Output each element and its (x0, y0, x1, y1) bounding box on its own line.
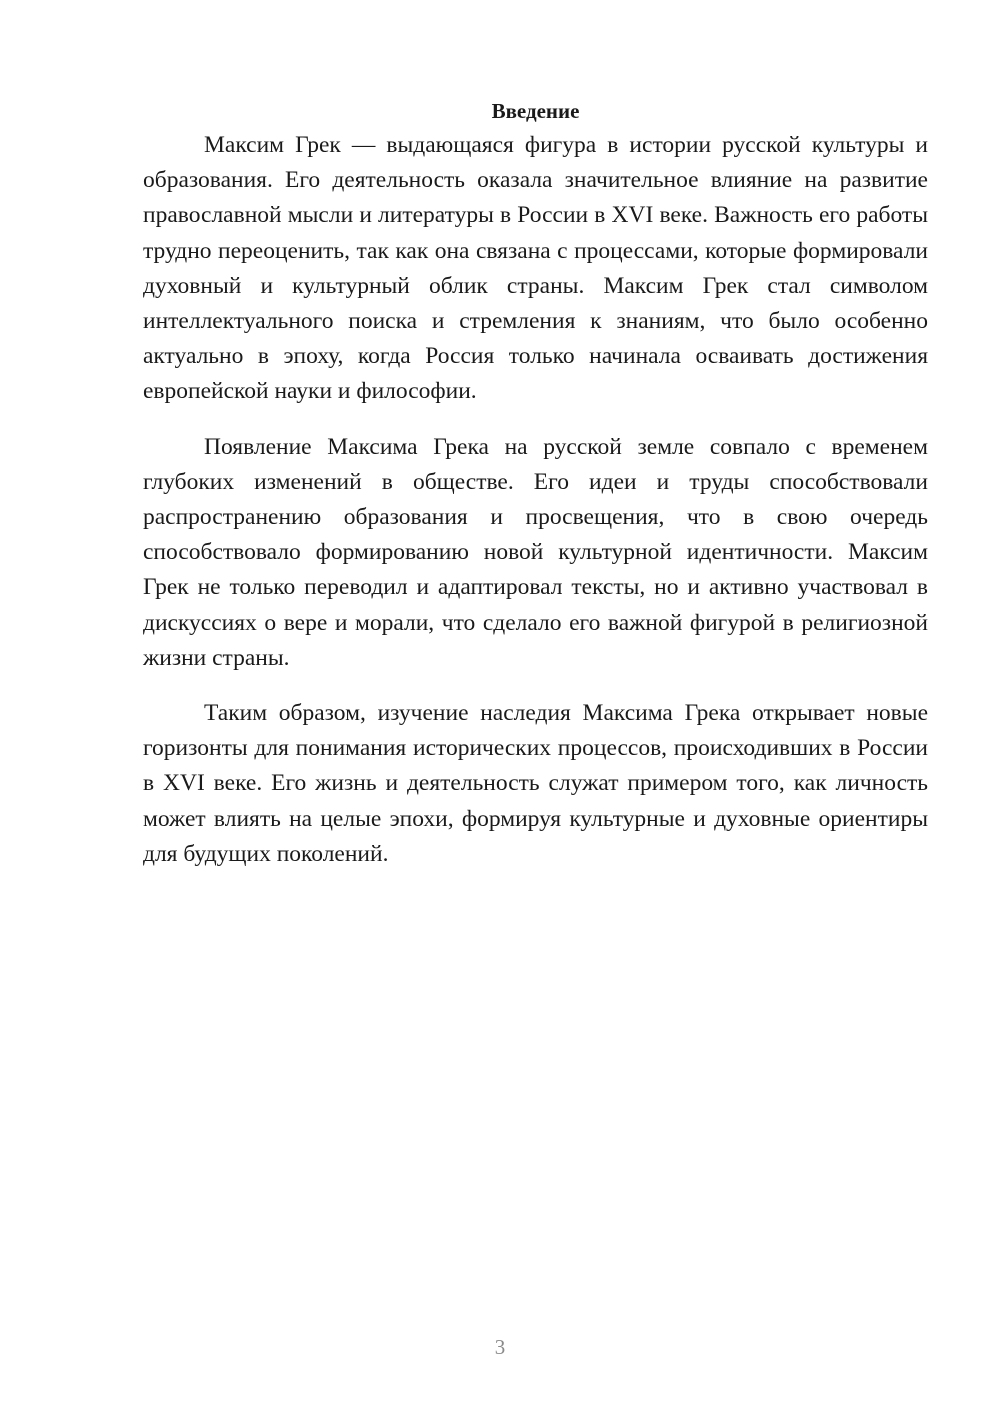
paragraph-3: Таким образом, изучение наследия Максима Грека открывает новые горизонты для понимания исторических процессов, происходивших в России в XVI веке. Его жизнь и деятельность служат примером того, как личность может влиять на целые эпохи, формируя культурные и духовные ориентиры для будущих поколений. (143, 700, 928, 867)
page-number: 3 (494, 1335, 506, 1359)
paragraph-1: Максим Грек — выдающаяся фигура в истории русской культуры и образования. Его деятельность оказала значительное влияние на развитие православной мысли и литературы в России в XVI веке. Важность его работы трудно переоценить, так как она связана с процессами, которые формировали духовный и культурный облик страны. Максим Грек стал символом интеллектуального поиска и стремления к знаниям, что было особенно актуально в эпоху, когда Россия только начинала осваивать достижения европейской науки и философии. (143, 132, 928, 405)
section-heading: Введение (491, 99, 580, 123)
page-content (143, 96, 928, 892)
paragraph-2: Появление Максима Грека на русской земле совпало с временем глубоких изменений в обществе. Его идеи и труды способствовали распространению образования и просвещения, что в свою очередь способствовало формированию новой культурной идентичности. Максим Грек не только переводил и адаптировал тексты, но и активно участвовал в дискуссиях о вере и морали, что сделало его важной фигурой в религиозной жизни страны. (143, 433, 928, 671)
